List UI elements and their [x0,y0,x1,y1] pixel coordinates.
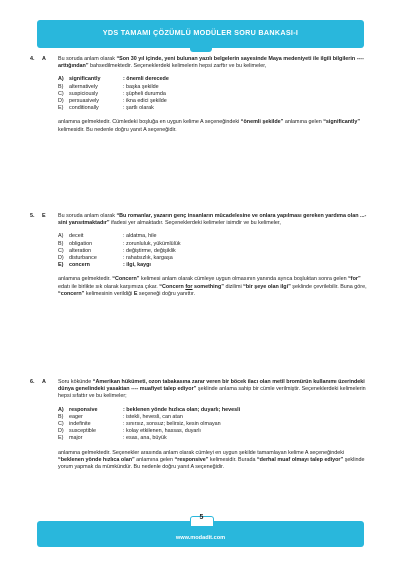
answer-letter: E [42,213,46,219]
question-explanation: anlamına gelmektedir. “Concern” kelimesi anlam olarak cümleye uygun olmasının yanında ayrıca boşluktan sonra gelen “for” edatı ile birlikte sık olarak karşımıza çıkar. “Concern for something” dizilimi “bir şeye olan ilgi” şeklinde çevrilebilir. Buna göre, “concern” kelimesinin verildiği E seçeneği doğru yanıttır. [58,276,367,297]
option-a: A) significantly : önemli derecede [58,76,169,83]
option-d: D) susceptible : kolay etkilenen, hassas, duyarlı [58,428,201,435]
question-body [58,56,368,139]
option-b: B) obligation : zorunluluk, yükümlülük [58,240,181,247]
option-e: E) concern : ilgi, kaygı [58,262,151,269]
option-b: B) eager : istekli, hevesli, can atan [58,413,183,420]
header-tab-decoration [190,46,212,52]
book-title: YDS TAMAMI ÇÖZÜMLÜ MODÜLER SORU BANKASI-I [102,28,299,37]
option-d: D) persuasively : ikna edici şekilde [58,97,167,104]
option-list [58,233,368,269]
question-number: 6. [30,379,35,385]
question-explanation: anlamına gelmektedir. Seçenekler arasında anlam olarak cümleyi en uygun şekilde tamamlayan kelime A seçeneğindeki “beklenen yönde hızlıca olan” anlamına gelen “responsive” kelimesidir. Burada “derhal muaf olmayı talep ediyor” şeklinde yorum yapmak da mümkündür. Bu nedenle doğru yanıt A seçeneğidir. [58,449,365,470]
option-a: A) responsive : beklenen yönde hızlıca olan; duyarlı; hevesli [58,406,241,413]
page-number-tab [190,516,214,526]
answer-letter: A [42,56,46,62]
question-explanation: anlamına gelmektedir. Cümledeki boşluğa en uygun kelime A seçeneğindeki “önemli şekilde” anlamına gelen “significantly” kelimesidir. Bu nedenle doğru yanıt A seçeneğidir. [58,119,361,133]
option-list [58,407,368,443]
page-header-banner [37,20,364,48]
question-body [58,213,368,303]
option-d: D) disturbance : rahatsızlık, kargaşa [58,254,173,261]
option-c: C) alteration : değiştirme, değişiklik [58,247,176,254]
page-number: 5 [199,514,204,521]
option-list [58,76,368,112]
question-number: 5. [30,213,35,219]
option-c: C) indefinite : sınırsız, sonsuz; belirsiz, kesin olmayan [58,420,221,427]
option-e: E) conditionally : şartlı olarak [58,105,154,112]
question-intro: Bu soruda anlam olarak “Son 30 yıl içinde, yeni bulunan yazılı belgelerin sayesinde Maya medeniyeti ile ilgili bilgilerin ---- arttığından” bahsedilmektedir. Seçeneklerdeki kelimelerin hepsi zarftır ve bu kelimeler, [58,56,364,70]
question-intro: Soru kökünde “Amerikan hükümeti, ozon tabakasına zarar veren bir böcek ilacı olan metil bromürün kullanımı üzerindeki dünya genelindeki yasaktan ---- muafiyet talep ediyor” şeklinde anlama sahip bir cümle verilmiştir. Seçeneklerdeki kelimelerin hepsi sıfattır ve bu kelimeler; [58,379,366,400]
option-a: A) deceit : aldatma, hile [58,233,157,240]
option-c: C) suspiciously : şüpheli durumda [58,90,166,97]
page-footer-banner [37,514,364,547]
answer-letter: A [42,379,46,385]
question-body [58,379,368,476]
question-intro: Bu soruda anlam olarak “Bu romanlar, yazarın genç insanların mücadelesine ve onlara yapılması gereken yardıma olan ...-sini yansıtmaktadır” ifadesi yer almaktadır. Seçeneklerdeki kelimeler isimdir ve bu kelimeler, [58,213,367,227]
website-link[interactable]: www.modadit.com [175,535,226,541]
option-b: B) alternatively : başka şekilde [58,83,159,90]
question-number: 4. [30,56,35,62]
option-e: E) major : esas, ana, büyük [58,435,167,442]
